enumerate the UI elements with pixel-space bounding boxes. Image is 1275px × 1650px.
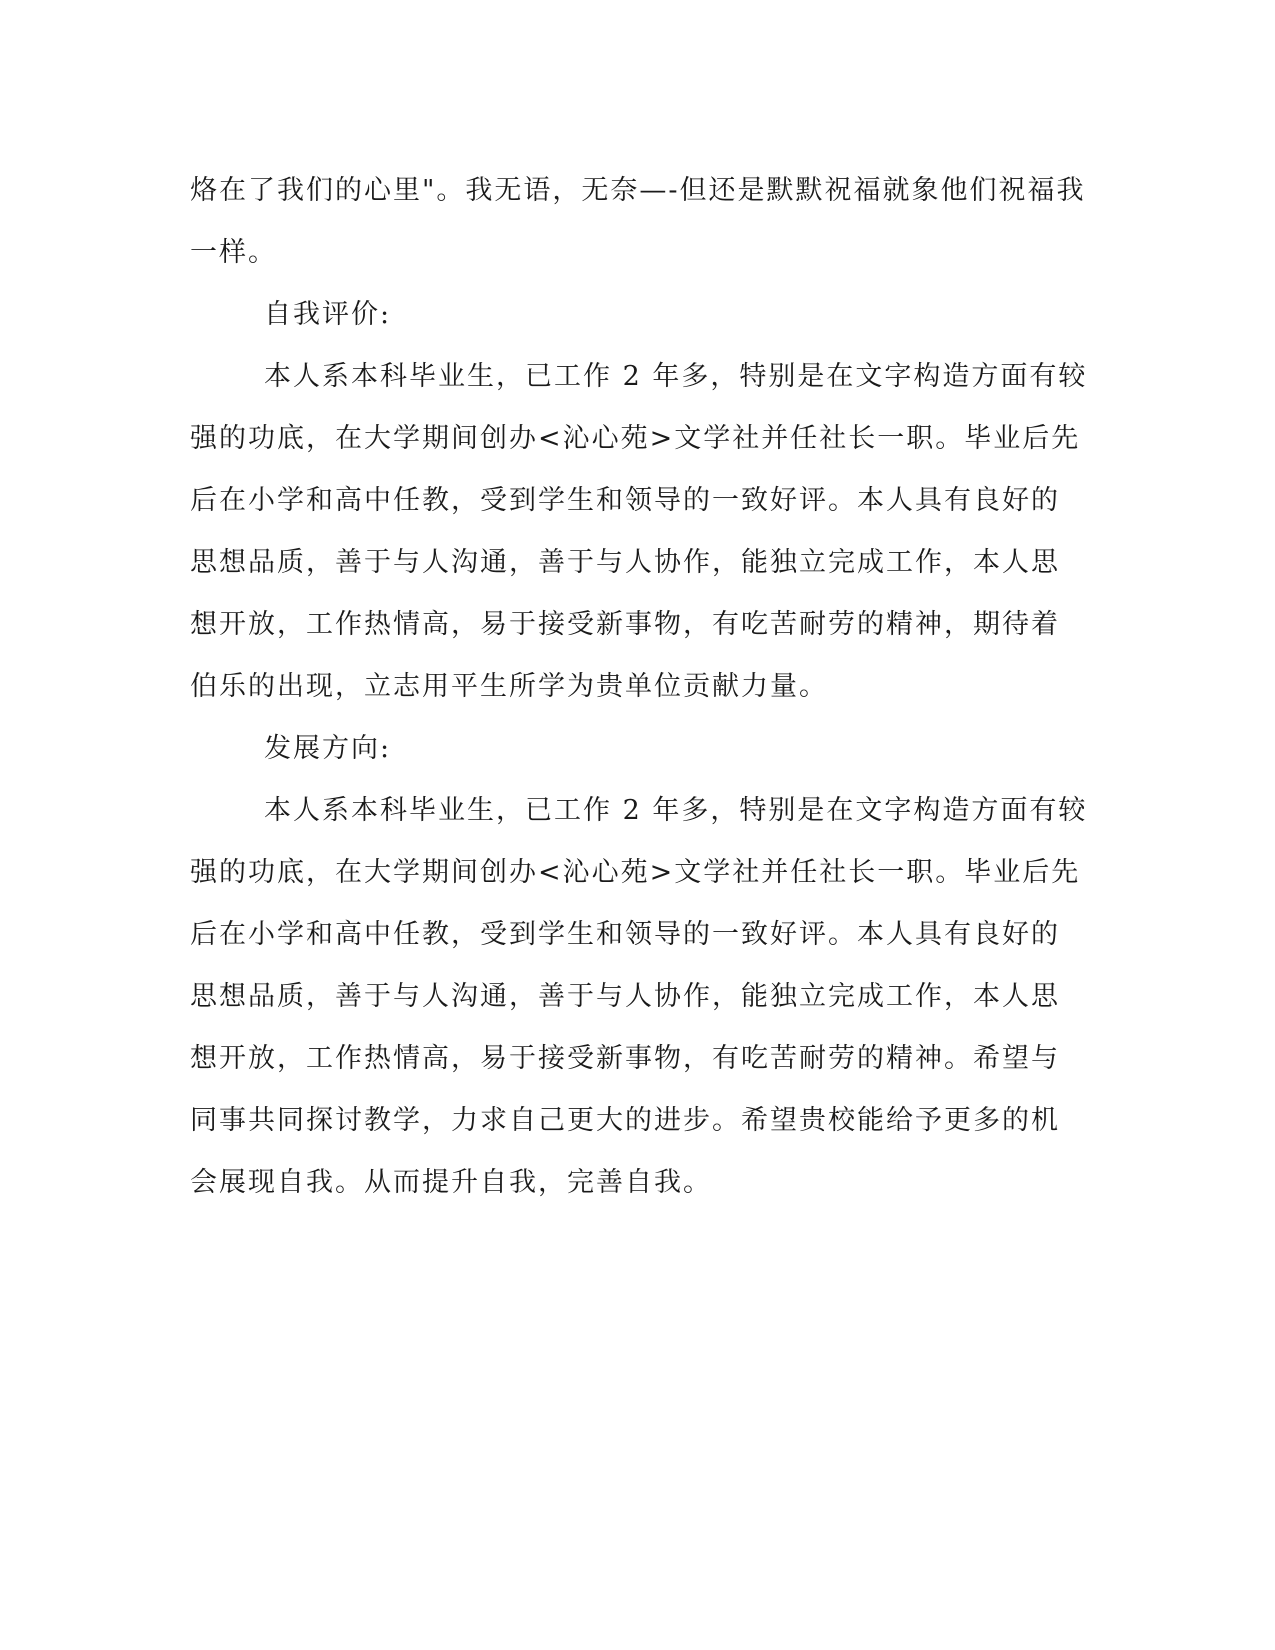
paragraph-line: 想开放，工作热情高，易于接受新事物，有吃苦耐劳的精神，期待着: [190, 609, 1060, 640]
paragraph-line: 一样。: [190, 237, 277, 268]
self-evaluation-paragraph: [190, 346, 1090, 718]
paragraph-line: 本人系本科毕业生，已工作 2 年多，特别是在文字构造方面有较: [264, 795, 1088, 826]
paragraph-line: 思想品质，善于与人沟通，善于与人协作，能独立完成工作，本人思: [190, 547, 1060, 578]
self-evaluation-heading: 自我评价:: [264, 299, 392, 330]
paragraph-line: 烙在了我们的心里"。我无语，无奈—-但还是默默祝福就象他们祝福我: [190, 175, 1086, 206]
paragraph-line: 想开放，工作热情高，易于接受新事物，有吃苦耐劳的精神。希望与: [190, 1043, 1060, 1074]
document-body: [190, 160, 1090, 1214]
paragraph-line: 会展现自我。从而提升自我，完善自我。: [190, 1167, 712, 1198]
paragraph-line: 强的功底，在大学期间创办<沁心苑>文学社并任社长一职。毕业后先: [190, 423, 1081, 454]
paragraph-line: 后在小学和高中任教，受到学生和领导的一致好评。本人具有良好的: [190, 919, 1060, 950]
paragraph-line: 本人系本科毕业生，已工作 2 年多，特别是在文字构造方面有较: [264, 361, 1088, 392]
paragraph-line: 同事共同探讨教学，力求自己更大的进步。希望贵校能给予更多的机: [190, 1105, 1060, 1136]
intro-paragraph: [190, 160, 1090, 284]
development-direction-paragraph: [190, 780, 1090, 1214]
paragraph-line: 后在小学和高中任教，受到学生和领导的一致好评。本人具有良好的: [190, 485, 1060, 516]
paragraph-line: 强的功底，在大学期间创办<沁心苑>文学社并任社长一职。毕业后先: [190, 857, 1081, 888]
development-direction-heading: 发展方向:: [264, 733, 392, 764]
paragraph-line: 思想品质，善于与人沟通，善于与人协作，能独立完成工作，本人思: [190, 981, 1060, 1012]
paragraph-line: 伯乐的出现，立志用平生所学为贵单位贡献力量。: [190, 671, 828, 702]
